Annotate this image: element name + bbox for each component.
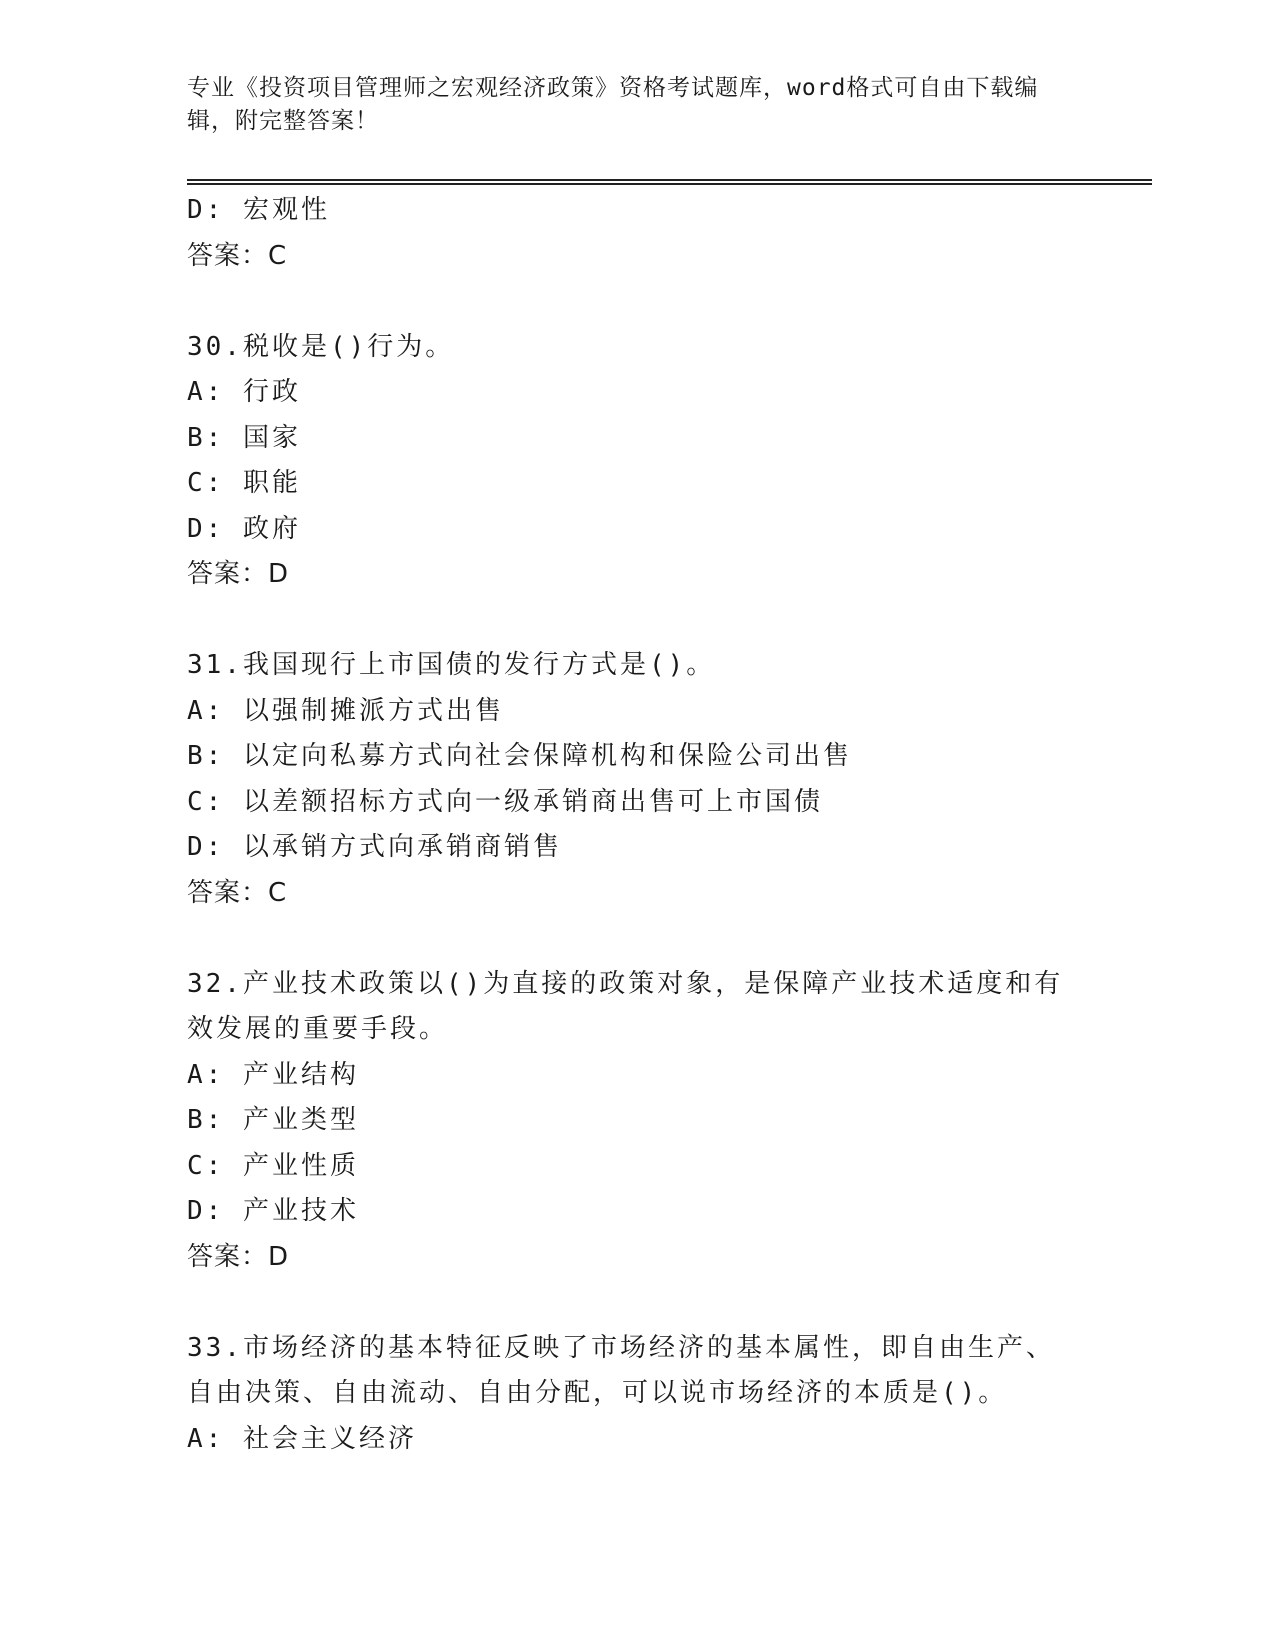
question-stem: 31.我国现行上市国债的发行方式是()。 [187, 650, 716, 680]
spacer [187, 279, 1087, 325]
option-b: B: 以定向私募方式向社会保障机构和保险公司出售 [187, 741, 852, 771]
option-c: C: 职能 [187, 468, 301, 498]
option-d: D: 以承销方式向承销商销售 [187, 832, 562, 862]
question-stem: 32.产业技术政策以()为直接的政策对象，是保障产业技术适度和有效发展的重要手段。 [187, 968, 1064, 1044]
answer: 答案：C [187, 877, 288, 908]
header-rule-top [187, 179, 1152, 181]
answer: 答案：C [187, 240, 288, 271]
option-d: D: 政府 [187, 513, 301, 544]
answer: 答案：D [187, 559, 290, 589]
question-list [187, 188, 1087, 1462]
option-a: A: 社会主义经济 [187, 1423, 417, 1454]
option-a: A: 行政 [187, 377, 301, 407]
option-b: B: 产业类型 [187, 1105, 359, 1135]
option-a: A: 以强制摊派方式出售 [187, 695, 504, 726]
option-d: D: 宏观性 [187, 195, 330, 225]
header-rule-bottom [187, 183, 1152, 185]
option-b: B: 国家 [187, 422, 301, 453]
spacer [187, 598, 1087, 644]
option-a: A: 产业结构 [187, 1059, 359, 1090]
question-stem: 33.市场经济的基本特征反映了市场经济的基本属性，即自由生产、自由决策、自由流动、自由分配，可以说市场经济的本质是()。 [187, 1332, 1055, 1408]
spacer [187, 916, 1087, 962]
option-d: D: 产业技术 [187, 1196, 359, 1226]
option-c: C: 以差额招标方式向一级承销商出售可上市国债 [187, 786, 823, 817]
answer: 答案：D [187, 1241, 290, 1272]
spacer [187, 1280, 1087, 1326]
option-c: C: 产业性质 [187, 1150, 359, 1181]
document-header: 专业《投资项目管理师之宏观经济政策》资格考试题库，word格式可自由下载编辑，附完整答案！ [187, 75, 1039, 134]
question-stem: 30.税收是()行为。 [187, 331, 455, 362]
